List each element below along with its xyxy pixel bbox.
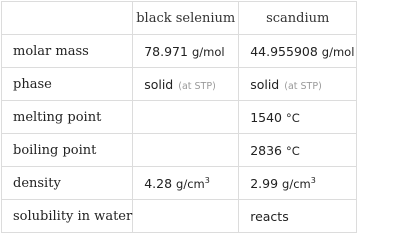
table-row-phase (2, 68, 357, 101)
row-label: density (2, 167, 133, 200)
value: 2836 (250, 142, 283, 158)
cell-black-selenium-solubility (133, 200, 239, 233)
condition-note: (at STP) (178, 80, 216, 92)
value: solid (250, 76, 280, 92)
condition-note: (at STP) (284, 80, 322, 92)
cell-scandium-solubility: reacts (239, 200, 357, 233)
table-row-melting-point (2, 101, 357, 134)
table-row-boiling-point (2, 134, 357, 167)
value: 1540 (250, 109, 283, 125)
row-label: phase (2, 68, 133, 101)
header-row (2, 2, 357, 35)
cell-black-selenium-density (133, 167, 239, 200)
cell-black-selenium-boiling-point (133, 134, 239, 167)
cell-scandium-density (239, 167, 357, 200)
table-row-density (2, 167, 357, 200)
corner-cell (2, 2, 133, 35)
cell-scandium-phase (239, 68, 357, 101)
row-label: boiling point (2, 134, 133, 167)
value: 78.971 (144, 43, 188, 59)
value: 4.28 (144, 175, 173, 191)
cell-scandium-melting-point (239, 101, 357, 134)
unit: °C (286, 143, 300, 158)
cell-scandium-boiling-point (239, 134, 357, 167)
column-header-scandium: scandium (239, 2, 357, 35)
unit-exponent: 3 (204, 175, 210, 185)
column-header-black-selenium: black selenium (133, 2, 239, 35)
cell-scandium-molar-mass (239, 35, 357, 68)
value: solid (144, 76, 174, 92)
row-label: melting point (2, 101, 133, 134)
unit: g/cm (176, 176, 205, 191)
row-label: solubility in water (2, 200, 133, 233)
unit: g/mol (191, 44, 225, 59)
cell-black-selenium-molar-mass (133, 35, 239, 68)
unit: °C (286, 110, 300, 125)
table-row-solubility-in-water (2, 200, 357, 233)
comparison-table (1, 1, 357, 233)
value: 2.99 (250, 175, 279, 191)
unit-exponent: 3 (310, 175, 316, 185)
unit: g/cm (282, 176, 311, 191)
table-row-molar-mass (2, 35, 357, 68)
cell-black-selenium-phase (133, 68, 239, 101)
row-label: molar mass (2, 35, 133, 68)
unit: g/mol (321, 44, 355, 59)
cell-black-selenium-melting-point (133, 101, 239, 134)
value: 44.955908 (250, 43, 318, 59)
